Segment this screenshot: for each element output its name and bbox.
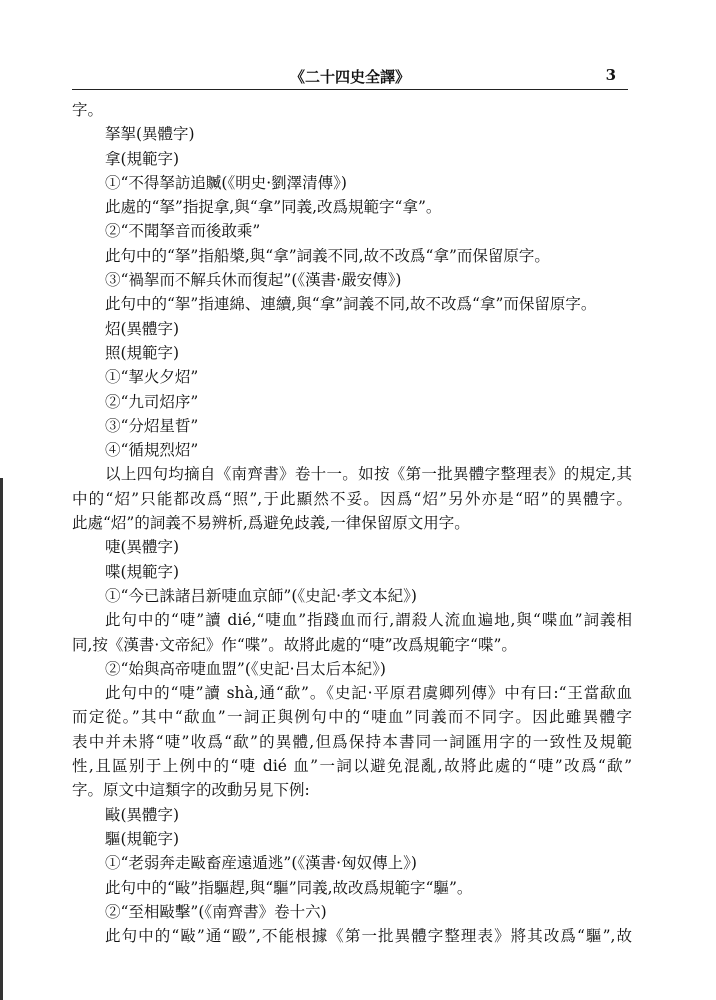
text-line: 字。原文中這類字的改動另見下例: [72, 781, 310, 800]
text-line: ①“老弱奔走敺畜産遠遁逃”(《漢書·匈奴傳上》) [105, 854, 417, 873]
text-line: 此處的“拏”指捉拿,與“拿”同義,改爲規範字“拿”。 [105, 198, 442, 217]
text-line: ③“禍挐而不解兵休而復起”(《漢書·嚴安傳》) [105, 271, 402, 290]
text-line: 字。 [72, 101, 104, 119]
text-line: 此處“炤”的詞義不易辨析,爲避免歧義,一律保留原文用字。 [72, 514, 470, 533]
text-line: 同,按《漢書·文帝紀》作“喋”。故將此處的“啑”改爲規範字“喋”。 [72, 635, 517, 654]
text-line: ②“始與高帝啑血盟”(《史記·吕太后本紀》) [105, 659, 386, 678]
book-title: 《二十四史全譯》 [289, 68, 410, 86]
text-line: 拏挐(異體字) [105, 125, 195, 144]
text-line: 啑(異體字) [105, 538, 180, 557]
text-line: ②“不聞拏音而後敢乘” [105, 222, 261, 241]
text-line: ①“挈火夕炤” [105, 368, 199, 387]
text-line: 此句中的“敺”通“毆”,不能根據《第一批異體字整理表》將其改爲“驅”,故 [105, 927, 632, 946]
text-line: 敺(異體字) [105, 805, 180, 824]
page-edge-shadow [0, 478, 3, 1000]
text-line: 此句中的“挐”指連綿、連續,與“拿”詞義不同,故不改爲“拿”而保留原字。 [105, 295, 597, 314]
text-line: ③“分炤星晢” [105, 416, 199, 435]
text-line: 而定從。”其中“歃血”一詞正與例句中的“啑血”同義而不同字。因此雖異體字 [72, 708, 632, 727]
text-line: ①“不得拏訪追贓(《明史·劉澤清傳》) [105, 173, 347, 192]
text-line: ①“今已誅諸吕新啑血京師”(《史記·孝文本紀》) [105, 586, 417, 605]
page-number: 3 [605, 66, 616, 84]
text-line: ④“循規烈炤” [105, 441, 199, 460]
text-line: 拿(規範字) [105, 149, 180, 168]
text-line: ②“至相敺擊”(《南齊書》卷十六) [105, 902, 327, 921]
running-header [72, 58, 628, 88]
page-body [72, 98, 632, 948]
text-line: ②“九司炤序” [105, 392, 199, 411]
text-line: 喋(規範字) [105, 562, 180, 581]
text-line: 表中并未將“啑”收爲“歃”的異體,但爲保持本書同一詞匯用字的一致性及規範 [72, 732, 632, 751]
text-line: 炤(異體字) [105, 319, 180, 338]
text-line: 性,且區别于上例中的“啑 dié 血”一詞以避免混亂,故將此處的“啑”改爲“歃” [72, 757, 632, 776]
text-line: 驅(規範字) [105, 829, 180, 848]
text-line: 此句中的“啑”讀 shà,通“歃”。《史記·平原君虞卿列傳》中有曰:“王當歃血 [105, 684, 632, 703]
text-line: 照(規範字) [105, 343, 180, 362]
header-rule [72, 89, 628, 90]
text-line: 以上四句均摘自《南齊書》卷十一。如按《第一批異體字整理表》的規定,其 [105, 465, 632, 484]
text-line: 中的“炤”只能都改爲“照”,于此顯然不妥。因爲“炤”另外亦是“昭”的異體字。 [72, 489, 632, 508]
text-line: 此句中的“拏”指船槳,與“拿”詞義不同,故不改爲“拿”而保留原字。 [105, 246, 550, 265]
text-line: 此句中的“敺”指驅趕,與“驅”同義,故改爲規範字“驅”。 [105, 878, 473, 897]
text-line: 此句中的“啑”讀 dié,“啑血”指踐血而行,謂殺人流血遍地,與“喋血”詞義相 [105, 611, 632, 630]
